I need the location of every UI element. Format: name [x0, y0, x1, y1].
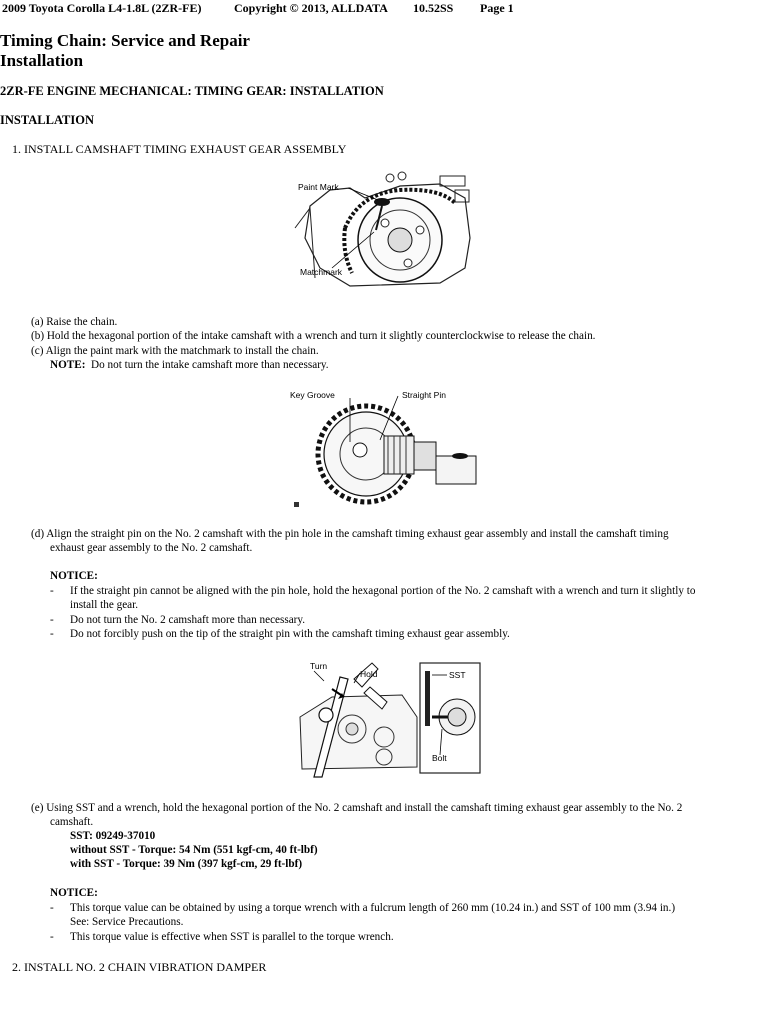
notice-2-item-2: - This torque value is effective when SST is parallel to the torque wrench. — [50, 931, 394, 943]
label-matchmark: Matchmark — [300, 267, 343, 277]
figure-camshaft-paint-mark — [290, 168, 480, 294]
doc-header-page: Page 1 — [480, 1, 514, 15]
notice-1-item-1-cont: install the gear. — [70, 599, 139, 611]
substep-a: (a) Raise the chain. — [31, 316, 118, 328]
bullet-dash: - — [50, 931, 54, 943]
figure-sst-hold-turn — [292, 657, 484, 779]
notice-1-item-1: - If the straight pin cannot be aligned with the pin hole, hold the hexagonal portion of the No. 2 camshaft with a wrench and turn it slightly to — [50, 585, 696, 597]
substep-e-line1: (e) Using SST and a wrench, hold the hexagonal portion of the No. 2 camshaft and install the camshaft timing exhaust gear assembly to the No. 2 — [31, 802, 683, 814]
torque-without-sst: without SST - Torque: 54 Nm (551 kgf-cm, 40 ft-lbf) — [70, 844, 318, 856]
note-line — [50, 358, 329, 372]
substep-d-line1: (d) Align the straight pin on the No. 2 camshaft with the pin hole in the camshaft timing exhaust gear assembly and install the camshaft timing — [31, 528, 669, 540]
substep-e-line2: camshaft. — [50, 816, 94, 828]
notice-1-item-3: - Do not forcibly push on the tip of the straight pin with the camshaft timing exhaust gear assembly. — [50, 628, 510, 640]
page-title: Timing Chain: Service and Repair — [0, 31, 250, 50]
label-sst: SST — [449, 670, 466, 680]
page-subtitle: Installation — [0, 51, 84, 70]
notice-1-item-2: - Do not turn the No. 2 camshaft more than necessary. — [50, 614, 306, 626]
label-straight-pin: Straight Pin — [402, 390, 446, 400]
label-hold: Hold — [360, 669, 378, 679]
notice-1-label: NOTICE: — [50, 570, 98, 582]
notice-2-item-1: - This torque value can be obtained by using a torque wrench with a fulcrum length of 260 mm (10.24 in.) and SST of 100 mm (3.94 in.) — [50, 902, 676, 914]
sst-wrench-illustration — [292, 657, 484, 779]
subheading: INSTALLATION — [0, 113, 95, 127]
substep-c: (c) Align the paint mark with the matchmark to install the chain. — [31, 345, 319, 357]
doc-header-vehicle: 2009 Toyota Corolla L4-1.8L (2ZR-FE) — [2, 1, 202, 15]
bullet-dash: - — [50, 614, 54, 626]
step-2-heading: 2. INSTALL NO. 2 CHAIN VIBRATION DAMPER — [12, 960, 267, 974]
step-1-heading: 1. INSTALL CAMSHAFT TIMING EXHAUST GEAR ASSEMBLY — [12, 142, 347, 156]
figure-key-groove-straight-pin — [288, 386, 480, 512]
sst-number: SST: 09249-37010 — [70, 830, 156, 842]
label-bolt: Bolt — [432, 753, 447, 763]
torque-with-sst: with SST - Torque: 39 Nm (397 kgf-cm, 29 ft-lbf) — [70, 858, 303, 870]
substep-b: (b) Hold the hexagonal portion of the intake camshaft with a wrench and turn it slightly counterclockwise to release the chain. — [31, 330, 596, 342]
label-key-groove: Key Groove — [290, 390, 335, 400]
notice-2-item-1-link[interactable]: See: Service Precautions. — [70, 916, 184, 928]
bullet-dash: - — [50, 628, 54, 640]
substep-d-line2: exhaust gear assembly to the No. 2 camshaft. — [50, 542, 253, 554]
label-turn: Turn — [310, 661, 328, 671]
doc-header-copyright: Copyright © 2013, ALLDATA — [234, 1, 388, 15]
notice-2-label: NOTICE: — [50, 887, 98, 899]
bullet-dash: - — [50, 902, 54, 914]
section-heading: 2ZR-FE ENGINE MECHANICAL: TIMING GEAR: INSTALLATION — [0, 84, 384, 98]
straight-pin-illustration — [288, 386, 480, 512]
note-text: Do not turn the intake camshaft more than necessary. — [91, 359, 329, 371]
camshaft-gear-illustration — [290, 168, 480, 294]
note-label: NOTE: — [50, 359, 86, 371]
doc-header-version: 10.52SS — [413, 1, 454, 15]
bullet-dash: - — [50, 585, 54, 597]
label-paint-mark: Paint Mark — [298, 182, 339, 192]
